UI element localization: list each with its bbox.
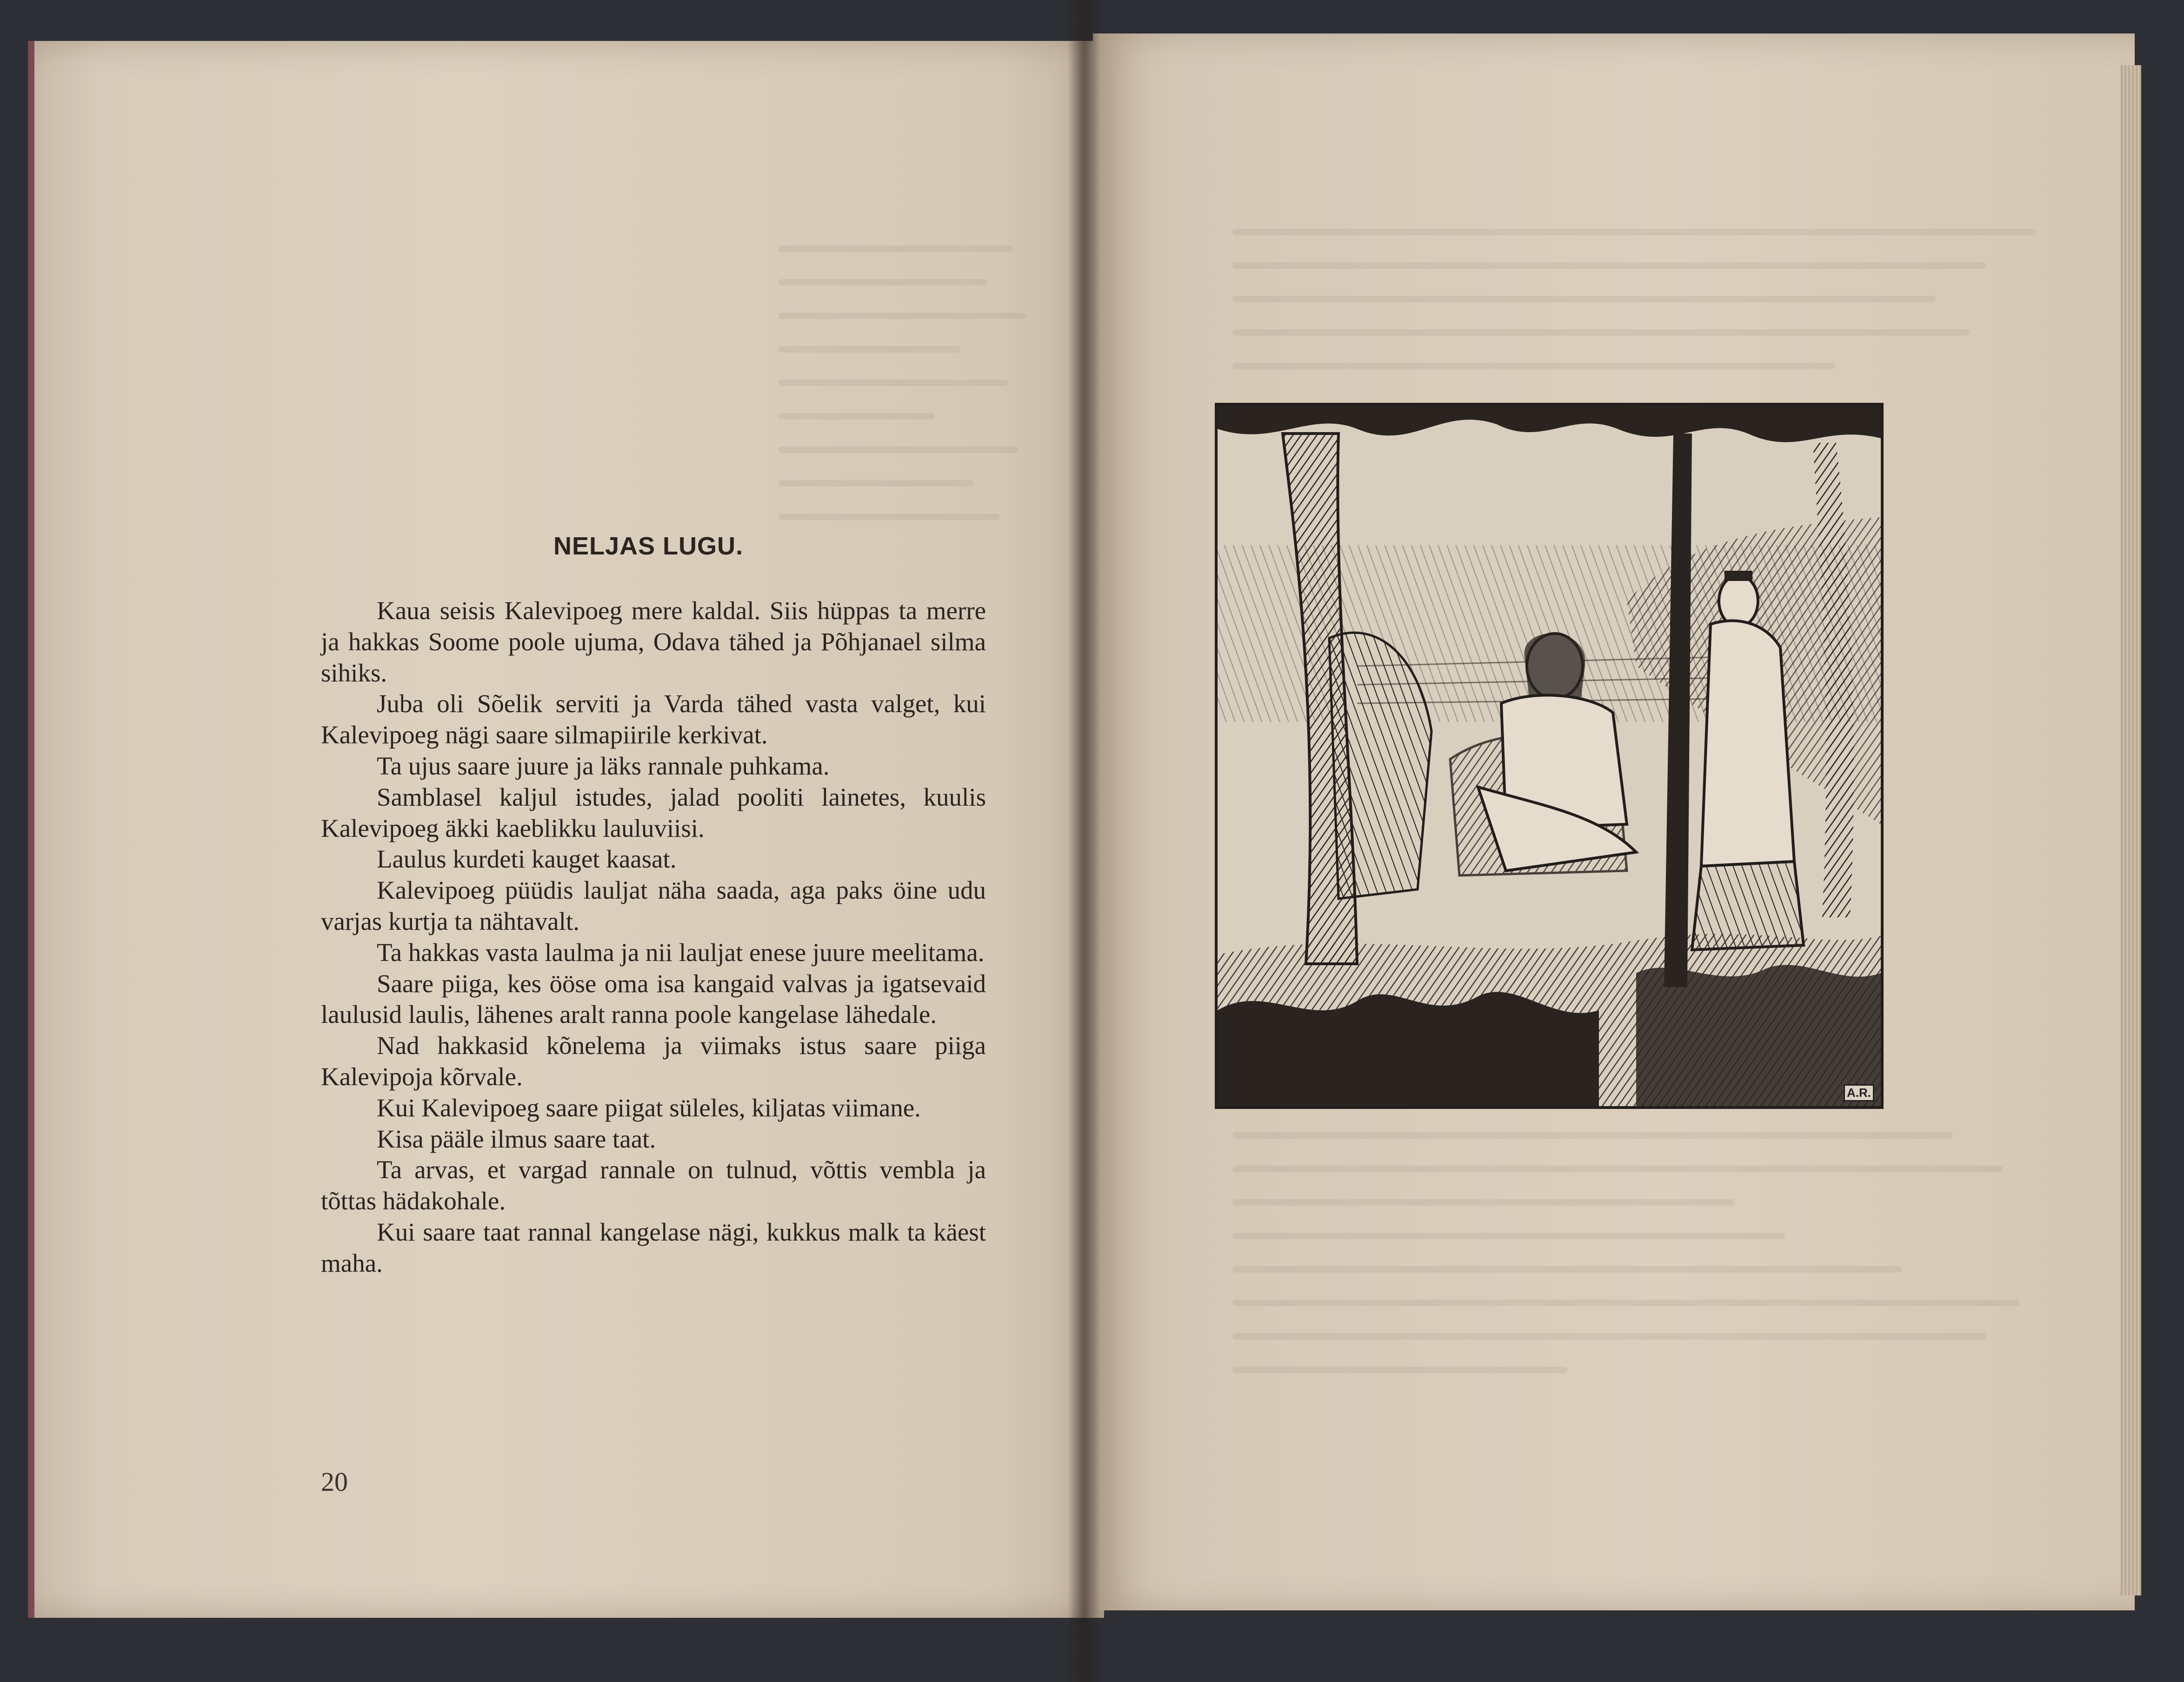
paragraph: Kui Kalevipoeg saare piigat süleles, kiljatas viimane.: [377, 1093, 921, 1122]
page-edges: [2121, 65, 2141, 1595]
paragraph: Kaua seisis Kalevipoeg mere kaldal. Siis hüppas ta merre ja hakkas Soome poole ujuma, Odava tähed ja Põhjanael silma sihiks.: [321, 596, 986, 687]
show-through-text: [1232, 1099, 2070, 1400]
paragraph: Laulus kurdeti kauget kaasat.: [377, 845, 677, 874]
chapter-text: [321, 595, 986, 1279]
page-number: 20: [321, 1467, 348, 1497]
show-through-text: [779, 246, 1039, 547]
paragraph: Ta hakkas vasta laulma ja nii lauljat enese juure meelitama.: [377, 938, 985, 967]
show-through-text: [1232, 229, 2070, 396]
paragraph: Kui saare taat rannal kangelase nägi, kukkus malk ta käest maha.: [321, 1217, 986, 1277]
paragraph: Ta ujus saare juure ja läks rannale puhkama.: [377, 751, 830, 780]
paragraph: Kalevipoeg püüdis lauljat näha saada, aga paks öine udu varjas kurtja ta nähtavalt.: [321, 876, 986, 935]
book-spine: [1068, 0, 1100, 1682]
paragraph: Ta arvas, et vargad rannale on tulnud, võttis vembla ja tõttas hädakohale.: [321, 1155, 986, 1215]
illustration-drawing: [1218, 406, 1881, 1106]
paragraph: Samblasel kaljul istudes, jalad pooliti lainetes, kuulis Kalevipoeg äkki kaeblikku lauluviisi.: [321, 782, 986, 842]
woodcut-illustration: [1215, 403, 1884, 1109]
paragraph: Juba oli Sõelik serviti ja Varda tähed vasta valget, kui Kalevipoeg nägi saare silmapiirile kerkivat.: [321, 689, 986, 749]
chapter-title: NELJAS LUGU.: [553, 532, 744, 560]
paragraph: Saare piiga, kes ööse oma isa kangaid valvas ja igatsevaid laulusid laulis, lähenes aralt ranna poole kangelase lähedale.: [321, 969, 986, 1029]
paragraph: Nad hakkasid kõnelema ja viimaks istus saare piiga Kalevipoja kõrvale.: [321, 1031, 986, 1091]
artist-monogram: A.R.: [1844, 1084, 1874, 1101]
paragraph: Kisa pääle ilmus saare taat.: [377, 1124, 656, 1153]
